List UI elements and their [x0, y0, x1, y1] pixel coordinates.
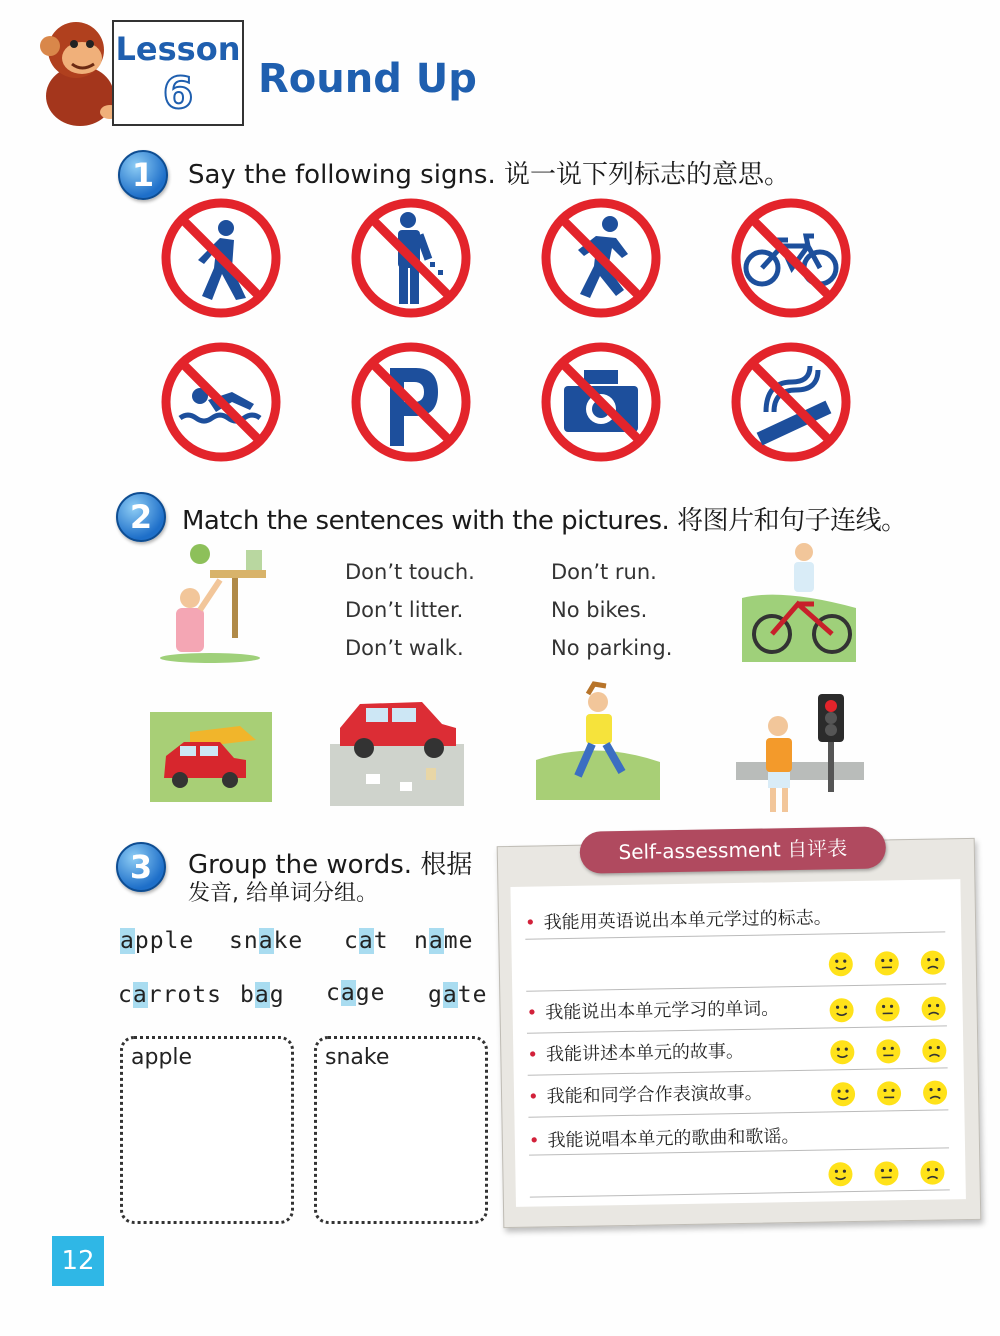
lesson-word: Lesson: [115, 30, 241, 68]
sa-divider: [528, 1067, 948, 1075]
section-2-title: Match the sentences with the pictures. 将图片和句子连线。: [182, 506, 907, 536]
self-assessment-panel: [497, 838, 982, 1228]
sa-item-1: • 我能用英语说出本单元学过的标志。: [524, 907, 832, 934]
no-photography-icon: [536, 342, 666, 462]
sad-face-icon[interactable]: [920, 995, 946, 1021]
neutral-face-icon[interactable]: [873, 1160, 899, 1186]
sad-face-icon[interactable]: [919, 1159, 945, 1185]
sa-faces-3[interactable]: [829, 1037, 953, 1067]
sa-faces-5[interactable]: [827, 1159, 951, 1189]
page-number: 12: [52, 1236, 104, 1286]
group-box-apple[interactable]: [120, 1036, 294, 1224]
no-parking-icon: [346, 342, 476, 462]
section-3-title-line2: 发音, 给单词分组。: [188, 881, 378, 906]
self-assessment-title: Self-assessment 自评表: [579, 826, 886, 873]
lesson-number: 6: [162, 68, 194, 119]
sa-faces-2[interactable]: [828, 995, 952, 1025]
word-apple: apple: [120, 928, 195, 954]
no-swimming-icon: [156, 342, 286, 462]
word-gate: gate: [428, 982, 488, 1008]
no-bikes-icon: [726, 198, 856, 318]
lesson-badge: [112, 20, 244, 126]
word-cage: cage: [326, 980, 386, 1006]
sad-face-icon[interactable]: [921, 1037, 947, 1063]
self-assessment-paper: [510, 879, 966, 1207]
happy-face-icon[interactable]: [828, 997, 854, 1023]
neutral-face-icon[interactable]: [874, 950, 900, 976]
sa-item-5: • 我能说唱本单元的歌曲和歌谣。: [528, 1125, 800, 1152]
boy-riding-bike-picture: [742, 538, 856, 662]
sad-face-icon[interactable]: [922, 1079, 948, 1105]
group-label-snake: snake: [325, 1045, 390, 1070]
group-box-snake[interactable]: [314, 1036, 488, 1224]
section-1-title: Say the following signs. 说一说下列标志的意思。: [188, 160, 790, 190]
sentence-no-bikes: No bikes.: [551, 598, 648, 622]
sa-item-4: • 我能和同学合作表演故事。: [527, 1082, 763, 1108]
neutral-face-icon[interactable]: [874, 996, 900, 1022]
sa-divider: [527, 1025, 947, 1033]
child-touching-plant-picture: [150, 540, 272, 664]
sentence-dont-litter: Don’t litter.: [345, 598, 464, 622]
sa-divider: [528, 1109, 948, 1117]
no-smoking-icon: [726, 342, 856, 462]
word-bag: bag: [240, 982, 285, 1008]
section-2-badge: 2: [116, 492, 166, 542]
group-label-apple: apple: [131, 1045, 193, 1070]
girl-running-picture: [536, 680, 660, 800]
boy-at-traffic-light-picture: [736, 676, 864, 822]
parked-cars-picture: [150, 712, 272, 802]
sa-faces-4[interactable]: [830, 1079, 954, 1109]
happy-face-icon[interactable]: [830, 1081, 856, 1107]
word-snake: snake: [229, 928, 304, 954]
sa-item-2: • 我能说出本单元学习的单词。: [526, 998, 780, 1024]
neutral-face-icon[interactable]: [876, 1080, 902, 1106]
happy-face-icon[interactable]: [829, 1039, 855, 1065]
no-walking-icon: [156, 198, 286, 318]
section-3-title-line1: Group the words. 根据: [188, 850, 473, 880]
word-cat: cat: [344, 928, 389, 954]
sad-face-icon[interactable]: [920, 949, 946, 975]
sentence-dont-run: Don’t run.: [551, 560, 657, 584]
happy-face-icon[interactable]: [828, 951, 854, 977]
sa-faces-1[interactable]: [828, 949, 952, 979]
sa-divider: [530, 1189, 950, 1197]
word-carrots: carrots: [118, 982, 222, 1008]
sa-item-3: • 我能讲述本单元的故事。: [527, 1040, 745, 1066]
sa-divider: [526, 983, 946, 991]
sentence-no-parking: No parking.: [551, 636, 673, 660]
section-1-badge: 1: [118, 150, 168, 200]
no-littering-icon: [346, 198, 476, 318]
word-name: name: [414, 928, 474, 954]
page-title: Round Up: [258, 56, 477, 102]
sentence-dont-walk: Don’t walk.: [345, 636, 464, 660]
litter-from-car-picture: [330, 684, 464, 806]
sentence-dont-touch: Don’t touch.: [345, 560, 475, 584]
no-running-icon: [536, 198, 666, 318]
happy-face-icon[interactable]: [827, 1161, 853, 1187]
section-3-badge: 3: [116, 842, 166, 892]
neutral-face-icon[interactable]: [875, 1038, 901, 1064]
monkey-mascot-icon: [36, 16, 122, 128]
